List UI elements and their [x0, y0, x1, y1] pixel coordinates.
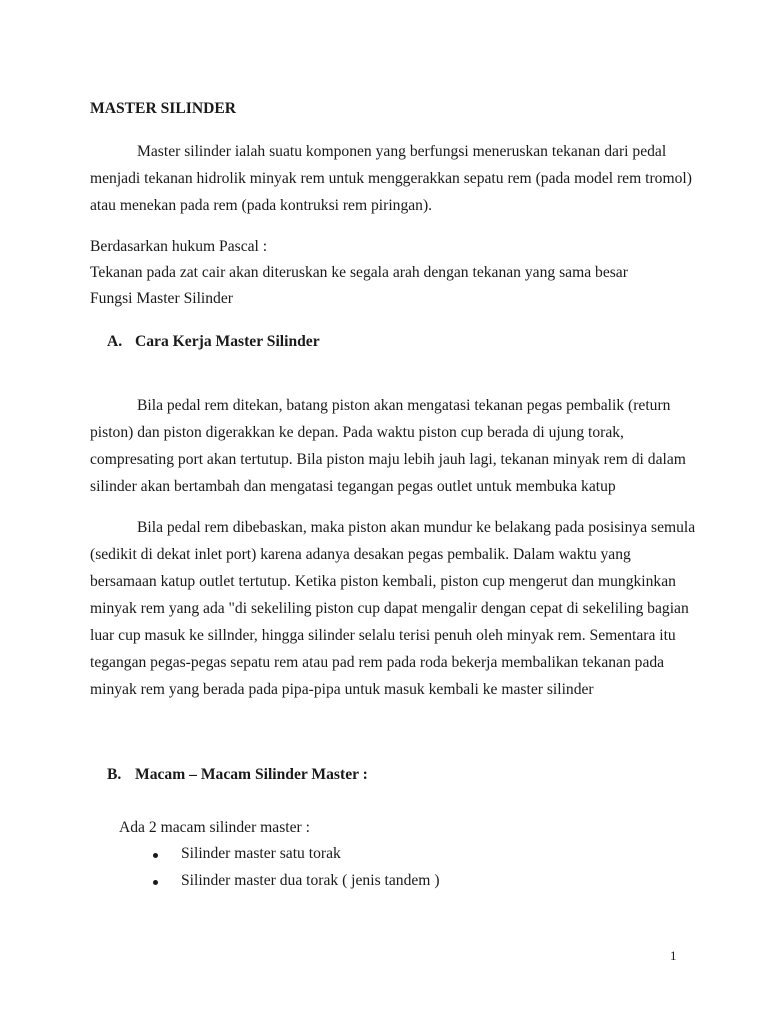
list-item: Silinder master satu torak: [181, 845, 341, 862]
bullet-icon: [153, 853, 158, 858]
paragraph-line: Bila pedal rem ditekan, batang piston akan mengatasi tekanan pegas pembalik (return: [137, 397, 671, 414]
section-b-marker: B.: [107, 766, 122, 783]
intro-line: Master silinder ialah suatu komponen yang berfungsi meneruskan tekanan dari pedal: [137, 143, 667, 160]
page-number: 1: [670, 948, 677, 963]
intro-line: menjadi tekanan hidrolik minyak rem untuk menggerakkan sepatu rem (pada model rem tromol): [90, 170, 692, 187]
paragraph-line: piston) dan piston digerakkan ke depan. Pada waktu piston cup berada di ujung torak,: [90, 424, 624, 441]
section-b-heading: Macam – Macam Silinder Master :: [135, 766, 368, 783]
section-a-heading: Cara Kerja Master Silinder: [135, 333, 320, 350]
types-intro: Ada 2 macam silinder master :: [119, 819, 310, 836]
paragraph-line: minyak rem yang berada pada pipa-pipa untuk masuk kembali ke master silinder: [90, 681, 594, 698]
pascal-line: Fungsi Master Silinder: [90, 290, 233, 307]
paragraph-line: luar cup masuk ke sillnder, hingga silinder selalu terisi penuh oleh minyak rem. Sementara itu: [90, 627, 676, 644]
paragraph-line: minyak rem yang ada "di sekeliling piston cup dapat mengalir dengan cepat di sekeliling bagian: [90, 600, 689, 617]
document-title: MASTER SILINDER: [90, 100, 237, 117]
paragraph-line: Bila pedal rem dibebaskan, maka piston akan mundur ke belakang pada posisinya semula: [137, 519, 696, 536]
bullet-icon: [153, 880, 158, 885]
pascal-line: Berdasarkan hukum Pascal :: [90, 238, 268, 255]
paragraph-line: silinder akan bertambah dan mengatasi tegangan pegas outlet untuk membuka katup: [90, 478, 616, 495]
paragraph-line: compresating port akan tertutup. Bila piston maju lebih jauh lagi, tekanan minyak rem di dalam: [90, 451, 686, 468]
paragraph-line: tegangan pegas-pegas sepatu rem atau pad rem pada roda bekerja membalikan tekanan pada: [90, 654, 665, 671]
paragraph-line: bersamaan katup outlet tertutup. Ketika piston kembali, piston cup mengerut dan mungkinkan: [90, 573, 676, 590]
list-item: Silinder master dua torak ( jenis tandem ): [181, 872, 440, 889]
pascal-line: Tekanan pada zat cair akan diteruskan ke segala arah dengan tekanan yang sama besar: [90, 264, 628, 281]
paragraph-line: (sedikit di dekat inlet port) karena adanya desakan pegas pembalik. Dalam waktu yang: [90, 546, 631, 563]
section-a-marker: A.: [107, 333, 123, 350]
intro-line: atau menekan pada rem (pada kontruksi rem piringan).: [90, 197, 433, 214]
